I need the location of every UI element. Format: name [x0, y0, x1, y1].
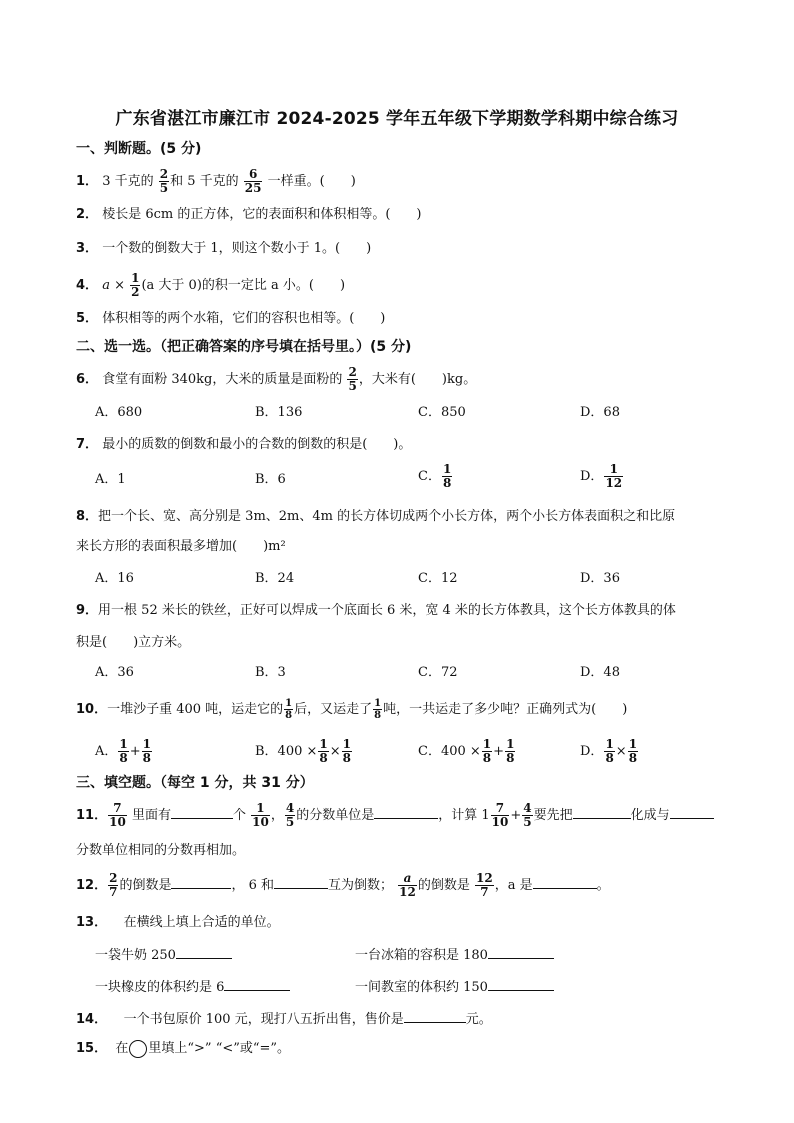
fraction — [482, 738, 492, 765]
question-text: 一个数的倒数大于 1，则这个数小于 1。( — [102, 241, 341, 256]
question-text: 里面有 — [131, 808, 171, 823]
question-text: 后，又运走了 — [294, 702, 373, 717]
plus-sign: + — [129, 744, 141, 759]
denominator: 7 — [109, 885, 118, 899]
denominator: 12 — [399, 885, 416, 899]
fraction — [284, 698, 293, 721]
question-11-continued: 分数单位相同的分数再相加。 — [76, 843, 246, 858]
answer-blank[interactable] — [404, 1008, 466, 1023]
question-number: 1． — [76, 174, 99, 189]
numerator: 4 — [285, 801, 295, 815]
numerator: 1 — [319, 737, 328, 751]
question-text: 食堂有面粉 340kg，大米的质量是面粉的 — [102, 372, 343, 387]
item-text: 一台冰箱的容积是 180 — [355, 948, 488, 963]
question-text: 一个书包原价 100 元，现打八五折出售，售价是 — [123, 1012, 404, 1027]
unit-item-milk — [95, 944, 232, 967]
question-number: 2． — [76, 207, 99, 222]
fraction — [628, 738, 638, 765]
question-number: 8． — [76, 509, 99, 524]
fraction — [285, 802, 295, 829]
question-text: 里填上“>” “<”或“=”。 — [148, 1041, 291, 1056]
answer-blank[interactable] — [573, 804, 631, 819]
question-number: 14． — [76, 1012, 108, 1027]
denominator: 10 — [491, 815, 509, 829]
question-text: 的倒数是 — [417, 878, 470, 893]
denominator: 8 — [605, 751, 614, 765]
numerator: a — [398, 872, 417, 886]
question-8 — [76, 506, 754, 528]
question-text: (a 大于 0)的积一定比 a 小。( — [141, 278, 314, 293]
option-label: C． — [418, 469, 441, 484]
numerator: 7 — [108, 802, 127, 816]
fraction — [522, 802, 532, 829]
option-b[interactable]: B．6 — [255, 472, 286, 487]
times-sign: × — [615, 744, 627, 759]
question-text: 棱长是 6cm 的正方体，它的表面积和体积相等。( — [102, 207, 391, 222]
question-text: 个 — [232, 808, 246, 823]
question-text: ，大米有( — [358, 372, 416, 387]
fraction — [373, 698, 382, 721]
option-label: B．400 × — [255, 744, 318, 759]
fraction — [244, 168, 263, 195]
option-label: D． — [580, 744, 604, 759]
denominator: 8 — [628, 751, 638, 765]
question-text: 在 — [115, 1041, 129, 1056]
fraction — [442, 463, 452, 490]
denominator: 12 — [605, 476, 623, 490]
section-3-heading: 三、填空题。（每空 1 分，共 31 分） — [76, 775, 314, 791]
question-text: 元。 — [465, 1012, 492, 1027]
numerator: 2 — [159, 167, 169, 181]
denominator: 25 — [244, 181, 262, 195]
answer-blank[interactable] — [171, 874, 231, 889]
answer-blank[interactable] — [274, 874, 328, 889]
option-label: A． — [95, 744, 118, 759]
question-text: ，a 是 — [494, 878, 533, 893]
option-b[interactable]: B．24 — [255, 571, 295, 586]
question-text: 一堆沙子重 400 吨，运走它的 — [107, 702, 284, 717]
question-number: 7． — [76, 437, 99, 452]
answer-blank[interactable] — [224, 976, 290, 991]
option-d[interactable]: D．68 — [580, 405, 620, 420]
option-d[interactable]: D．48 — [580, 665, 620, 680]
question-text: 3 千克的 — [102, 174, 154, 189]
option-a[interactable]: A．1 — [95, 472, 126, 487]
question-text: ， 6 和 — [231, 878, 275, 893]
denominator: 10 — [252, 815, 269, 829]
fraction — [142, 738, 152, 765]
question-number: 6． — [76, 372, 99, 387]
denominator: 8 — [285, 710, 293, 721]
option-a[interactable] — [95, 738, 153, 765]
fraction — [347, 366, 357, 393]
option-b[interactable]: B．3 — [255, 665, 286, 680]
numerator: 1 — [342, 737, 352, 751]
option-d[interactable] — [580, 463, 624, 490]
denominator: 2 — [131, 285, 140, 299]
paren-close: ) — [366, 241, 372, 256]
numerator: 1 — [482, 737, 492, 751]
option-b[interactable]: B．136 — [255, 405, 303, 420]
numerator: 1 — [285, 698, 293, 709]
option-c[interactable] — [418, 738, 516, 765]
plus-sign: + — [493, 744, 505, 759]
fraction — [491, 802, 510, 829]
fraction — [604, 463, 623, 490]
question-text: ，计算 1 — [438, 808, 490, 823]
question-number: 9． — [76, 603, 99, 618]
question-6 — [76, 366, 754, 393]
numerator: 1 — [374, 698, 382, 709]
question-number: 11． — [76, 808, 108, 823]
fraction — [342, 738, 352, 765]
item-text: 一袋牛奶 250 — [95, 948, 176, 963]
denominator: 8 — [342, 751, 352, 765]
answer-blank[interactable] — [670, 804, 714, 819]
question-text: )。 — [393, 437, 412, 452]
fraction — [108, 872, 118, 899]
denominator: 5 — [523, 815, 532, 829]
numerator: 1 — [142, 737, 152, 751]
numerator: 1 — [604, 463, 623, 477]
denominator: 5 — [159, 181, 169, 195]
question-text: )立方米。 — [133, 635, 191, 650]
fraction — [108, 802, 127, 829]
question-text: 的分数单位是 — [296, 808, 375, 823]
numerator: 1 — [131, 271, 140, 285]
question-text: 体积相等的两个水箱，它们的容积也相等。( — [102, 311, 355, 326]
question-2 — [76, 204, 754, 226]
paren-close: ) — [416, 207, 422, 222]
question-number: 3． — [76, 241, 99, 256]
option-a[interactable]: A．16 — [95, 571, 134, 586]
denominator: 8 — [482, 751, 492, 765]
numerator: 2 — [109, 871, 118, 885]
question-text: a × — [102, 278, 125, 293]
option-b[interactable] — [255, 738, 353, 765]
question-text: 用一根 52 米长的铁丝，正好可以焊成一个底面长 6 米，宽 4 米的长方体教具，这个长方体教具的体 — [98, 603, 676, 618]
question-10 — [76, 698, 754, 721]
fraction — [251, 802, 270, 829]
denominator: 8 — [374, 710, 382, 721]
paren-close: ) — [340, 278, 346, 293]
paren-close: ) — [622, 702, 628, 717]
option-c[interactable]: C．72 — [418, 665, 458, 680]
fraction — [505, 738, 515, 765]
numerator: 1 — [605, 737, 614, 751]
page-title: 广东省湛江市廉江市 2024-2025 学年五年级下学期数学科期中综合练习 — [115, 109, 679, 129]
fraction — [604, 738, 614, 765]
question-text: 积是( — [76, 635, 108, 650]
answer-blank[interactable] — [533, 874, 597, 889]
denominator: 5 — [348, 379, 357, 393]
question-9 — [76, 600, 754, 622]
question-number: 5． — [76, 311, 99, 326]
denominator: 5 — [285, 815, 295, 829]
question-15 — [76, 1038, 754, 1060]
fraction — [318, 738, 328, 765]
question-text: 的倒数是 — [119, 878, 172, 893]
numerator: 1 — [506, 737, 515, 751]
fraction — [130, 272, 140, 299]
numerator: 6 — [244, 168, 263, 182]
denominator: 8 — [319, 751, 328, 765]
question-number: 15． — [76, 1041, 108, 1056]
unit-item-classroom — [355, 976, 554, 999]
denominator: 10 — [109, 815, 126, 829]
answer-blank[interactable] — [488, 944, 554, 959]
item-text: 一块橡皮的体积约是 6 — [95, 980, 225, 995]
unit-item-fridge — [355, 944, 554, 967]
option-c[interactable]: C．850 — [418, 405, 466, 420]
section-1-heading: 一、判断题。(5 分) — [76, 141, 202, 157]
question-7 — [76, 434, 754, 456]
question-number: 12． — [76, 878, 108, 893]
question-text: 一样重。( — [267, 174, 325, 189]
question-text: )m² — [263, 539, 286, 554]
question-text: 来长方形的表面积最多增加( — [76, 539, 238, 554]
numerator: 4 — [523, 801, 532, 815]
item-text: 一间教室的体积约 150 — [355, 980, 488, 995]
question-text: 把一个长、宽、高分别是 3m、2m、4m 的长方体切成两个小长方体，两个小长方体表面积之和比原 — [98, 509, 676, 524]
question-12 — [76, 872, 754, 899]
option-d[interactable] — [580, 738, 639, 765]
question-text: ， — [270, 808, 284, 823]
numerator: 1 — [119, 737, 128, 751]
denominator: 8 — [506, 751, 515, 765]
question-4 — [76, 272, 754, 299]
section-2-heading: 二、选一选。（把正确答案的序号填在括号里。）(5 分) — [76, 339, 412, 355]
question-number: 10． — [76, 702, 108, 717]
question-text: )kg。 — [441, 372, 477, 387]
option-label: D． — [580, 469, 604, 484]
denominator: 8 — [442, 476, 452, 490]
denominator: 8 — [119, 751, 128, 765]
answer-blank[interactable] — [171, 804, 233, 819]
question-text: 要先把 — [533, 808, 573, 823]
question-14 — [76, 1008, 754, 1031]
denominator: 7 — [480, 885, 489, 899]
option-a[interactable]: A．36 — [95, 665, 134, 680]
numerator: 2 — [348, 365, 357, 379]
question-text: 和 5 千克的 — [170, 174, 239, 189]
option-d[interactable]: D．36 — [580, 571, 620, 586]
question-9-continued — [76, 632, 754, 654]
question-text: 互为倒数； — [328, 878, 394, 893]
fraction — [159, 168, 169, 195]
question-text: 。 — [596, 878, 610, 893]
fraction — [398, 872, 417, 899]
question-number: 13． — [76, 915, 108, 930]
option-c[interactable] — [418, 463, 453, 490]
option-a[interactable]: A．680 — [95, 405, 143, 420]
answer-blank[interactable] — [176, 944, 232, 959]
numerator: 1 — [442, 462, 452, 476]
question-13 — [76, 912, 754, 934]
plus-sign: + — [510, 808, 522, 823]
question-1 — [76, 168, 754, 195]
fraction — [118, 738, 128, 765]
answer-blank[interactable] — [488, 976, 554, 991]
question-5 — [76, 308, 754, 330]
option-c[interactable]: C．12 — [418, 571, 458, 586]
numerator: 1 — [251, 802, 270, 816]
paren-close: ) — [380, 311, 386, 326]
times-sign: × — [329, 744, 341, 759]
question-number: 4． — [76, 278, 99, 293]
denominator: 8 — [142, 751, 152, 765]
question-3 — [76, 238, 754, 260]
question-11 — [76, 802, 748, 829]
answer-blank[interactable] — [374, 804, 438, 819]
question-text: 化成与 — [630, 808, 670, 823]
question-text: 在横线上填上合适的单位。 — [123, 915, 280, 930]
numerator: 7 — [491, 802, 510, 816]
paren-close: ) — [350, 174, 356, 189]
unit-item-eraser — [95, 976, 290, 999]
question-8-continued — [76, 536, 754, 558]
fraction — [475, 872, 494, 899]
circle-icon — [129, 1040, 147, 1058]
option-label: C．400 × — [418, 744, 481, 759]
question-text: 最小的质数的倒数和最小的合数的倒数的积是( — [102, 437, 368, 452]
question-text: 吨，一共运走了多少吨？正确列式为( — [383, 702, 597, 717]
numerator: 12 — [476, 871, 493, 885]
numerator: 1 — [628, 737, 638, 751]
